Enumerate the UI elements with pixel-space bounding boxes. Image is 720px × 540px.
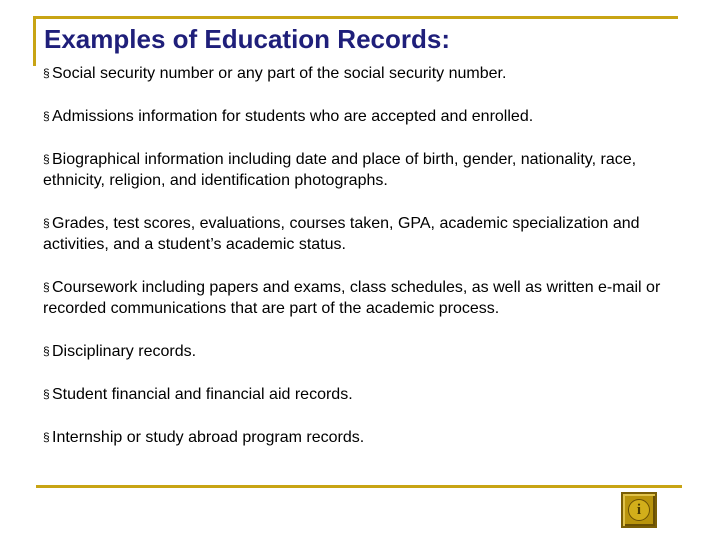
top-divider: [33, 16, 678, 19]
info-button[interactable]: [621, 492, 657, 528]
left-divider: [33, 16, 36, 66]
bullet-icon: §: [43, 387, 50, 401]
bullet-icon: §: [43, 109, 50, 123]
list-item: [43, 106, 688, 127]
list-item-text: Biographical information including date and place of birth, gender, nationality, race, ethnicity, religion, and identification photographs.: [43, 151, 637, 189]
list-item-text: Coursework including papers and exams, class schedules, as well as written e-mail or recorded communications that are part of the academic process.: [43, 279, 661, 317]
bullet-list: [43, 63, 688, 470]
list-item: [43, 427, 688, 448]
bullet-icon: §: [43, 216, 50, 230]
bullet-icon: §: [43, 152, 50, 166]
slide-title: Examples of Education Records:: [44, 24, 450, 54]
bullet-icon: §: [43, 430, 50, 444]
list-item-text: Student financial and financial aid records.: [52, 386, 353, 403]
list-item: [43, 149, 688, 191]
list-item-text: Internship or study abroad program records.: [52, 429, 365, 446]
list-item-text: Admissions information for students who are accepted and enrolled.: [52, 108, 534, 125]
list-item: [43, 63, 688, 84]
list-item: [43, 341, 688, 362]
bullet-icon: §: [43, 344, 50, 358]
bullet-icon: §: [43, 280, 50, 294]
list-item: [43, 384, 688, 405]
list-item-text: Grades, test scores, evaluations, courses taken, GPA, academic specialization and activities, and a student’s academic status.: [43, 215, 640, 253]
info-icon: i: [628, 499, 650, 521]
list-item-text: Disciplinary records.: [52, 343, 197, 360]
list-item: [43, 277, 688, 319]
list-item: [43, 213, 688, 255]
list-item-text: Social security number or any part of the social security number.: [52, 65, 507, 82]
bullet-icon: §: [43, 66, 50, 80]
bottom-divider: [36, 485, 682, 488]
